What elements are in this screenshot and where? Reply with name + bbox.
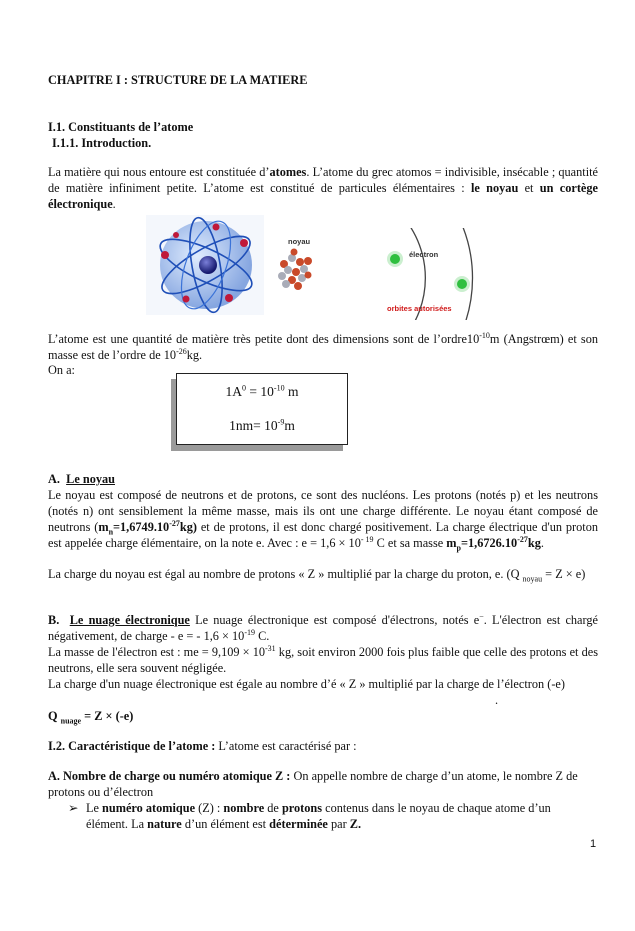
nuage-paragraph: B. Le nuage électronique Le nuage électronique est composé d'électrons, notés e−. L'électron est chargé négativement, de charge - e = - $1,6 \times 10^{-19}$ C.: [48, 611, 598, 643]
label-noyau: noyau: [288, 237, 311, 246]
dimensions-paragraph: L’atome est une quantité de matière très petite dont des dimensions sont de $l’ordre10^{-10}m$ (Angstrœm) et son masse est de l’ordre de $10^{-26}kg$.: [48, 330, 599, 362]
nanometer-formula: $1nm= 10^{-9}m$: [229, 417, 295, 433]
noyau-charge-paragraph: La charge du noyau est égal au nombre de protons « Z » multiplié par la charge du proton, e. (Q $_{noyau}$ = Z × e): [48, 567, 586, 584]
intro-paragraph: La matière qui nous entoure est constituée d’atomes. L’atome du grec atomos = indivisible, insécable ; quantité de matière infiniment petite. L’atome est constitué de particules élémentaires : le noyau et un cortège électronique.: [48, 165, 598, 211]
section-2-heading: I.2. Caractéristique de l’atome : L’atome est caractérisé par :: [48, 739, 357, 753]
bohr-model-diagram: [274, 228, 496, 320]
nuage-charge-formula: Q $_{nuage}$ = Z × (-e): [48, 709, 134, 726]
chapter-title: CHAPITRE I : STRUCTURE DE LA MATIERE: [48, 73, 308, 87]
bullet-arrow-icon: ➢: [68, 801, 79, 815]
page-number: 1: [590, 838, 597, 850]
nuage-charge-paragraph: La charge d'un nuage électronique est égale au nombre d’é « Z » multiplié par la charge de l’électron (-e): [48, 677, 565, 691]
section-heading: I.1. Constituants de l’atome: [48, 120, 194, 134]
subsection-heading: I.1.1. Introduction.: [52, 136, 152, 150]
atom-illustration: [146, 215, 264, 315]
electron-mass-paragraph: La masse de l'électron est : me = $9,109 \times 10^{-31}$ kg, soit environ 2000 fois plus faible que celle des protons et des neutrons, elle sera souvent négligée.: [48, 643, 598, 675]
noyau-heading: A. Le noyau: [48, 472, 115, 486]
units-box: [176, 373, 348, 445]
label-orbites: orbites autorisées: [387, 304, 452, 313]
atomic-number-bullet: Le numéro atomique (Z) : nombre de protons contenus dans le noyau de chaque atome d’un élément. La nature d’un élément est déterminée par Z.: [86, 801, 551, 831]
angstrom-formula: $1A^0 = 10^{-10}$ m: [225, 383, 299, 399]
on-a-label: On a:: [48, 363, 75, 377]
noyau-paragraph: Le noyau est composé de neutrons et de protons, ce sont des nucléons. Les protons (notés p) et les neutrons (notés n) ont sensiblement la même masse, mais ils ont une charge différente. Le noyau étant composé de neutrons $(m_n=1,6749.10^{-27}kg)$ et de protons, il est donc chargé positivement. La charge électrique d'un proton est appelée charge élémentaire, on la note e. Avec : $e = 1,6 \times 10^{- 19}$ C et sa masse $m_p=1,6726.10^{-27}kg$.: [48, 488, 598, 553]
label-electron: électron: [409, 250, 439, 259]
atomic-number-paragraph: A. Nombre de charge ou numéro atomique Z : On appelle nombre de charge d’un atome, le nombre Z de protons ou d’électron: [48, 769, 578, 799]
stray-dot: .: [495, 693, 499, 707]
nuage-heading: B. Le nuage électronique: [48, 613, 190, 627]
